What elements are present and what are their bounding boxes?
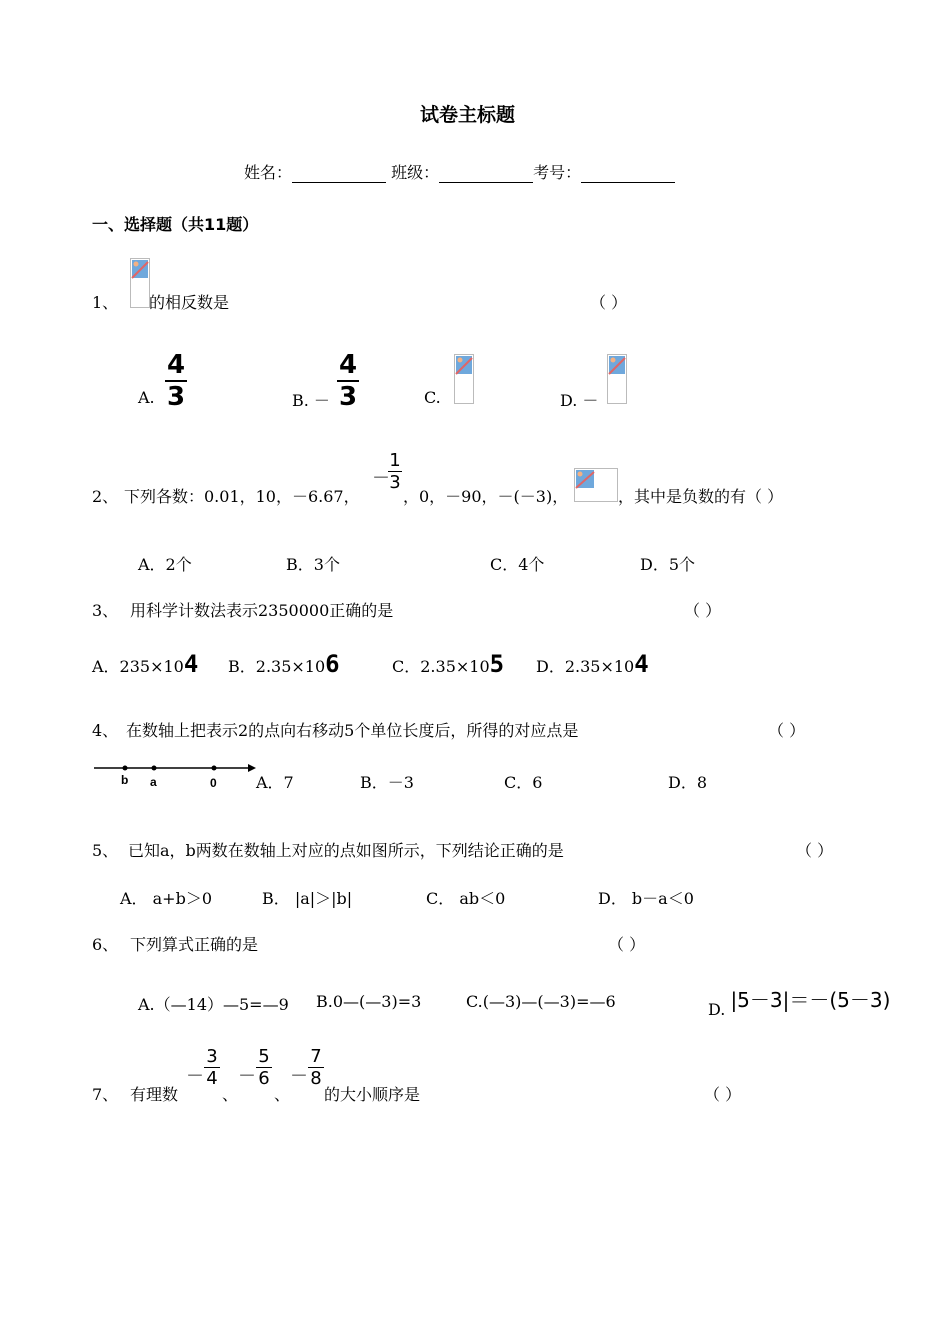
q7-separator-2: 、 — [274, 1085, 291, 1104]
id-blank[interactable] — [581, 166, 675, 183]
q4-option-a[interactable]: A．7 — [256, 773, 294, 792]
q1-a-numerator: 4 — [166, 350, 186, 380]
q1-option-b-label[interactable]: B. － — [292, 391, 330, 410]
class-blank[interactable] — [439, 166, 533, 183]
q5-text: 已知a，b两数在数轴上对应的点如图所示，下列结论正确的是 — [128, 841, 564, 860]
image-placeholder-icon — [131, 259, 149, 279]
number-line-diagram — [92, 760, 256, 790]
q1-option-d-label[interactable]: D. － — [560, 391, 599, 410]
point-a-dot — [152, 766, 157, 771]
q2-option-d[interactable]: D．5个 — [640, 555, 696, 574]
q7-text-b: 的大小顺序是 — [324, 1085, 421, 1104]
number-line-arrow — [248, 764, 256, 772]
q3-number: 3、 — [92, 601, 119, 620]
q7-f3-numerator: 7 — [310, 1046, 322, 1067]
student-info — [244, 160, 675, 183]
q2-fraction — [388, 450, 402, 493]
class-label: 班级： — [391, 163, 440, 182]
q1-answer-paren[interactable]: （ ） — [590, 293, 628, 312]
q7-neg-2: － — [238, 1066, 256, 1087]
q7-f2-denominator: 6 — [258, 1068, 270, 1089]
section-heading: 一、选择题（共11题） — [92, 215, 259, 234]
name-blank[interactable] — [292, 166, 386, 183]
q4-number: 4、 — [92, 721, 119, 740]
q7-fraction-1 — [204, 1046, 220, 1089]
point-b-dot — [123, 766, 128, 771]
q3-d-label: D．2.35×10 — [536, 657, 635, 676]
q3-option-c[interactable] — [392, 650, 504, 678]
q7-f3-denominator: 8 — [310, 1068, 322, 1089]
q6-text: 下列算式正确的是 — [130, 935, 259, 954]
q6-answer-paren[interactable]: （ ） — [608, 935, 646, 954]
name-label: 姓名： — [244, 163, 293, 182]
q1-option-a-fraction — [165, 350, 187, 412]
q2-number: 2、 — [92, 487, 119, 506]
q7-f1-denominator: 4 — [206, 1068, 218, 1089]
image-placeholder-icon — [575, 469, 595, 489]
q1-option-d-image — [607, 354, 627, 404]
q7-neg-3: － — [290, 1066, 308, 1087]
q2-neg-sign: － — [372, 468, 390, 489]
q1-option-c-label[interactable]: C. — [424, 388, 441, 407]
q3-b-exponent: 6 — [325, 650, 340, 678]
q7-f1-numerator: 3 — [206, 1046, 218, 1067]
q3-b-label: B．2.35×10 — [228, 657, 326, 676]
q1-b-denominator: 3 — [338, 382, 358, 412]
q3-answer-paren[interactable]: （ ） — [684, 601, 722, 620]
point-a-label: a — [150, 775, 157, 789]
q3-a-label: A．235×10 — [92, 657, 184, 676]
q7-f2-numerator: 5 — [258, 1046, 270, 1067]
q5-option-b[interactable]: B． |a|＞|b| — [262, 889, 353, 908]
q1-text: 的相反数是 — [149, 293, 230, 312]
q2-text-b: ，0，－90，－(－3)， — [403, 487, 569, 506]
point-zero-dot — [212, 766, 217, 771]
q2-denominator: 3 — [389, 472, 401, 493]
q7-number: 7、 — [92, 1085, 119, 1104]
q7-separator-1: 、 — [222, 1085, 239, 1104]
q1-number: 1、 — [92, 293, 119, 312]
q7-text-a: 有理数 — [130, 1085, 179, 1104]
q1-option-a-label[interactable]: A. — [138, 388, 155, 407]
broken-image-icon — [130, 258, 150, 308]
q6-option-c[interactable]: C.(—3)—(—3)=—6 — [466, 992, 616, 1011]
q7-neg-1: － — [186, 1066, 204, 1087]
q2-option-c[interactable]: C．4个 — [490, 555, 545, 574]
q4-option-b[interactable]: B．－3 — [360, 773, 414, 792]
q1-option-c-image — [454, 354, 474, 404]
q6-option-a[interactable]: A.（—14）—5=—9 — [138, 995, 289, 1014]
q3-option-d[interactable] — [536, 650, 649, 678]
q5-number: 5、 — [92, 841, 119, 860]
id-label: 考号： — [533, 163, 582, 182]
q6-number: 6、 — [92, 935, 119, 954]
q2-option-b[interactable]: B．3个 — [286, 555, 340, 574]
q7-fraction-2 — [256, 1046, 272, 1089]
q2-image — [574, 468, 618, 502]
q2-numerator: 1 — [389, 450, 401, 471]
q4-option-c[interactable]: C．6 — [504, 773, 543, 792]
q3-option-a[interactable] — [92, 650, 198, 678]
q5-answer-paren[interactable]: （ ） — [796, 841, 834, 860]
image-placeholder-icon — [608, 355, 626, 375]
point-zero-label: 0 — [210, 776, 217, 790]
q5-option-d[interactable]: D． b－a＜0 — [598, 889, 694, 908]
q3-a-exponent: 4 — [183, 650, 199, 678]
page-title: 试卷主标题 — [420, 104, 516, 126]
image-placeholder-icon — [455, 355, 473, 375]
q3-option-b[interactable] — [228, 650, 340, 678]
q6-option-d[interactable] — [708, 988, 891, 1021]
q6-d-expression: |5－3|＝－(5－3) — [730, 988, 891, 1012]
q4-answer-paren[interactable]: （ ） — [768, 721, 806, 740]
q1-option-b-fraction — [337, 350, 359, 412]
q1-a-denominator: 3 — [166, 382, 186, 412]
q3-c-exponent: 5 — [489, 650, 505, 678]
q4-option-d[interactable]: D．8 — [668, 773, 708, 792]
q6-d-label: D. — [708, 1000, 726, 1019]
q4-text: 在数轴上把表示2的点向右移动5个单位长度后，所得的对应点是 — [126, 721, 579, 740]
q3-c-label: C．2.35×10 — [392, 657, 490, 676]
q7-fraction-3 — [308, 1046, 324, 1089]
q1-b-numerator: 4 — [338, 350, 358, 380]
q5-option-c[interactable]: C． ab＜0 — [426, 889, 506, 908]
q5-option-a[interactable]: A． a+b＞0 — [120, 889, 213, 908]
q7-answer-paren[interactable]: （ ） — [704, 1085, 742, 1104]
q2-text-c: ，其中是负数的有（ ） — [618, 487, 784, 506]
q2-option-a[interactable]: A．2个 — [138, 555, 192, 574]
q6-option-b[interactable]: B.0—(—3)=3 — [316, 992, 422, 1011]
q3-d-exponent: 4 — [634, 650, 649, 678]
point-b-label: b — [121, 773, 129, 787]
q3-text: 用科学计数法表示2350000正确的是 — [130, 601, 394, 620]
q2-text-a: 下列各数：0.01，10，－6.67， — [124, 487, 360, 506]
